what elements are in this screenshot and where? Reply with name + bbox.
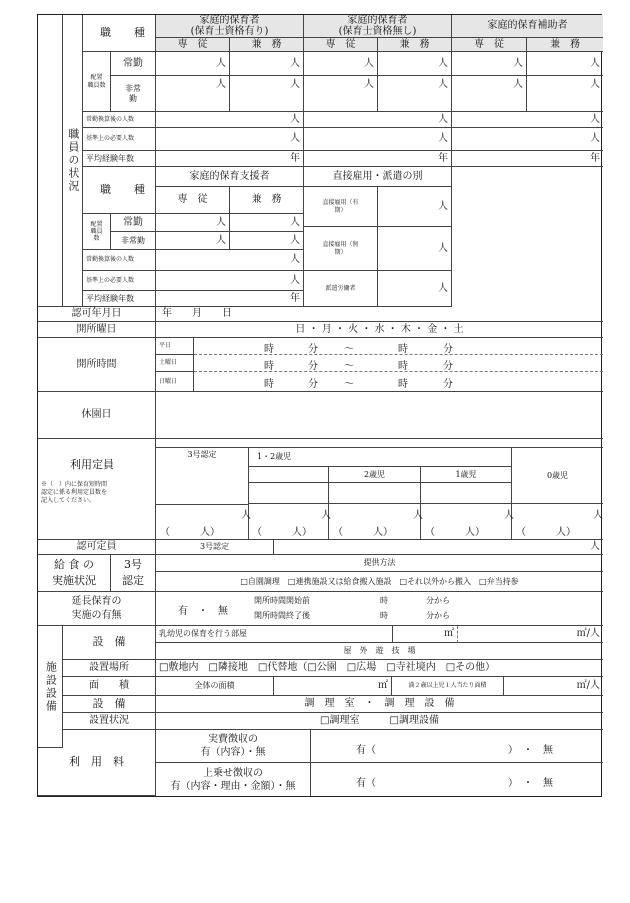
facility-report-form xyxy=(37,14,602,797)
col-header-support: 家庭的保育支援者 xyxy=(156,167,304,187)
cell-unit[interactable]: 人 xyxy=(378,76,452,112)
setsubi-label: 設 備 xyxy=(63,626,156,660)
ji-text: 時 xyxy=(264,344,274,355)
basho-options[interactable]: □敷地内 □隣接地 □代替地（□公園 □広場 □寺社境内 □その他） xyxy=(156,660,603,677)
cell-unit[interactable]: 人 xyxy=(378,271,452,307)
zentai-field[interactable]: ㎡ xyxy=(274,677,392,696)
ninka-teiin-label: 認可定員 xyxy=(38,540,156,555)
haichi-label: 配置 職員数 xyxy=(83,52,111,112)
cell-unit[interactable]: 人 xyxy=(452,128,603,151)
cell-year[interactable]: 年 xyxy=(304,151,452,167)
cell-unit[interactable]: 人 xyxy=(230,76,304,112)
jippi-field[interactable] xyxy=(311,730,603,763)
close-text: ） ・ 無 xyxy=(508,745,553,756)
cell-unit[interactable]: 人 xyxy=(156,76,230,112)
room-area-field[interactable]: ㎡ xyxy=(393,626,458,643)
cell-unit[interactable]: 人 xyxy=(378,227,452,271)
ninka-date-label: 認可年月日 xyxy=(38,307,156,322)
kenmu-support: 兼 務 xyxy=(230,187,304,214)
cell-unit[interactable]: 人 xyxy=(156,128,304,151)
kijun-label: 基準上の必要人数 xyxy=(83,128,156,151)
cell-unit[interactable]: 人 xyxy=(156,52,230,76)
cell-unit[interactable]: 人 xyxy=(304,52,378,76)
ji-text: 時 xyxy=(398,379,408,390)
kyushoku-label: 給 食 の 実施状況 xyxy=(38,555,111,592)
room-per-child-field[interactable]: ㎡/人 xyxy=(458,626,603,643)
chori-header: 調 理 室 ・ 調 理 設 備 xyxy=(156,696,603,713)
kyushoku-methods[interactable]: □自園調理 □連携施設又は給食搬入施設 □それ以外から搬入 □弁当持参 xyxy=(156,572,603,592)
jokin-label-2: 常勤 xyxy=(111,214,156,232)
unit-text: 人 xyxy=(413,510,423,521)
ji-text: 時 xyxy=(398,361,408,372)
encho-before: 開所時間開始前 xyxy=(254,596,310,605)
kijun-label-2: 基準上の必要人数 xyxy=(83,271,156,291)
teiin-blank xyxy=(249,483,329,504)
teiin-label: 利用定員 xyxy=(70,458,114,471)
kenmu-c: 兼 務 xyxy=(527,38,603,52)
kyuen-label: 休園日 xyxy=(38,392,156,439)
fun-text: 分 xyxy=(443,379,453,390)
cell-unit[interactable]: 人 xyxy=(230,214,304,232)
kara-text: ～ xyxy=(344,344,354,355)
paren-text: （ 人） xyxy=(160,527,220,538)
haken-label: 派遣労働者 xyxy=(304,271,378,307)
hijokin-label: 非常 勤 xyxy=(111,76,156,112)
senju-b: 専 従 xyxy=(304,38,378,52)
cell-unit[interactable]: 人 xyxy=(156,271,304,291)
ji-text: 時 xyxy=(264,361,274,372)
kansan-label-2: 常勤換算後の人数 xyxy=(83,250,156,271)
weekday-label: 平日 xyxy=(156,338,194,355)
cell-year[interactable]: 年 xyxy=(156,151,304,167)
teiin-sango: 3号認定 xyxy=(156,448,249,504)
cell-unit[interactable]: 人 xyxy=(527,52,603,76)
ryokin-label: 利 用 料 xyxy=(38,730,156,796)
uwanose-label: 上乗せ徴収の 有（内容・理由・金額）・無 xyxy=(156,763,311,796)
kaisho-jikan-label: 開所時間 xyxy=(38,338,156,392)
hijokin-label-2: 非常勤 xyxy=(111,232,156,250)
col-header-assistant: 家庭的保育補助者 xyxy=(452,15,603,38)
ninka-date-field[interactable]: 年 月 日 xyxy=(156,307,603,322)
encho-umu[interactable]: 有 ・ 無 xyxy=(178,606,228,617)
shokushu-header: 職 種 xyxy=(83,15,156,52)
sunday-label: 日曜日 xyxy=(156,372,194,392)
ji-text: 時 xyxy=(380,611,388,620)
jokin-label: 常勤 xyxy=(111,52,156,76)
unit-text: 人 xyxy=(504,510,514,521)
fun-text: 分 xyxy=(443,344,453,355)
kyuen-field[interactable] xyxy=(156,392,603,439)
encho-label: 延長保育の 実施の有無 xyxy=(38,592,156,626)
shisetsu-label: 施設設備 xyxy=(38,626,63,748)
fun-text: 分 xyxy=(308,361,318,372)
teiin-age12: 1・2歳児 xyxy=(249,448,512,467)
uwanose-field[interactable] xyxy=(311,763,603,796)
paren-text: （ 人） xyxy=(425,527,485,538)
ji-text: 時 xyxy=(264,379,274,390)
teiin-age2: 2歳児 xyxy=(329,467,421,483)
cell-unit[interactable]: 人 xyxy=(156,214,230,232)
cell-unit[interactable]: 人 xyxy=(230,52,304,76)
setsubi-label-2: 設 備 xyxy=(63,696,156,713)
teiin-spacer xyxy=(156,439,603,448)
kyushoku-sango-label: 3号 認定 xyxy=(111,555,156,592)
encho-after: 開所時間終了後 xyxy=(254,611,310,620)
ji-text: 時 xyxy=(398,344,408,355)
blank-area xyxy=(452,167,603,307)
col-header-unqualified: 家庭的保育者 (保育士資格無し) xyxy=(304,15,452,38)
cell-unit[interactable]: 人 xyxy=(452,112,603,128)
senju-support: 専 従 xyxy=(156,187,230,214)
col-header-qualified: 家庭的保育者 (保育士資格有り) xyxy=(156,15,304,38)
close-text: ） ・ 無 xyxy=(508,778,553,789)
unit-text: 人 xyxy=(321,510,331,521)
cell-year[interactable]: 年 xyxy=(452,151,603,167)
cell-unit[interactable]: 人 xyxy=(452,76,527,112)
zentai-label: 全体の面積 xyxy=(156,677,274,696)
heikin-label: 平均経験年数 xyxy=(83,151,156,167)
heikin-label-2: 平均経験年数 xyxy=(83,291,156,307)
senju-a: 専 従 xyxy=(156,38,230,52)
kansan-label: 常勤換算後の人数 xyxy=(83,112,156,128)
cell-unit[interactable]: 人 xyxy=(452,52,527,76)
kara-text: ～ xyxy=(344,361,354,372)
paren-text: （ 人） xyxy=(252,527,312,538)
ari-text: 有（ xyxy=(356,778,376,789)
yugi-header: 屋 外 遊 技 場 xyxy=(156,643,603,660)
kara-text: ～ xyxy=(344,379,354,390)
fun-text: 分 xyxy=(443,361,453,372)
unit-text: 人 xyxy=(241,510,251,521)
cell-unit[interactable]: 人 xyxy=(304,112,452,128)
unit-text: 人 xyxy=(593,510,603,521)
koyo-yuki-label: 直接雇用（有 期） xyxy=(304,187,378,227)
setchi-label: 設置状況 xyxy=(63,713,156,730)
cell-unit[interactable]: 人 xyxy=(156,112,304,128)
teiin-blank xyxy=(421,483,512,504)
fun-text: 分 xyxy=(308,344,318,355)
kaisho-jikan-area xyxy=(156,338,603,392)
ninka-teiin-value[interactable]: 人 xyxy=(274,540,603,555)
staff-section-label: 職員の状況 xyxy=(63,15,83,307)
cell-unit[interactable]: 人 xyxy=(527,76,603,112)
kaisho-yobi-label: 開所曜日 xyxy=(38,322,156,338)
teiin-age0: 0歳児 xyxy=(512,448,603,504)
cell-unit[interactable]: 人 xyxy=(304,128,452,151)
ninka-teiin-sango: 3号認定 xyxy=(156,540,274,555)
per-child-label: 満２歳以上児１人当たり面積 xyxy=(392,677,504,696)
cell-unit[interactable]: 人 xyxy=(230,232,304,250)
basho-label: 設置場所 xyxy=(63,660,156,677)
per-child-field[interactable]: ㎡/人 xyxy=(504,677,603,696)
haichi-label-2: 配置 職員 数 xyxy=(83,214,111,250)
kara-text: 分から xyxy=(426,596,450,605)
teiin-age1: 1歳児 xyxy=(421,467,512,483)
kaisho-yobi-field[interactable]: 日 ・ 月 ・ 火 ・ 水 ・ 木 ・ 金 ・ 土 xyxy=(156,322,603,338)
paren-text: （ 人） xyxy=(333,527,393,538)
cell-year[interactable]: 年 xyxy=(156,291,304,307)
setchi-options[interactable]: □調理室 □調理設備 xyxy=(156,713,603,730)
kenmu-b: 兼 務 xyxy=(378,38,452,52)
fun-text: 分 xyxy=(308,379,318,390)
cell-unit[interactable]: 人 xyxy=(156,250,304,271)
cell-unit[interactable]: 人 xyxy=(156,232,230,250)
senju-c: 専 従 xyxy=(452,38,527,52)
teiin-blank xyxy=(329,483,421,504)
kyushoku-method-header: 提供方法 xyxy=(156,555,603,572)
teiin-blank xyxy=(249,467,329,483)
jippi-label: 実費徴収の 有（内容）・無 xyxy=(156,730,311,763)
teiin-note: ※（ ）内に保育短時間 認定に係る利用定員数を 記入してください。 xyxy=(41,481,108,505)
col-header-employment: 直接雇用・派遣の別 xyxy=(304,167,452,187)
ji-text: 時 xyxy=(380,596,388,605)
shokushu-header-2: 職 種 xyxy=(83,167,156,214)
koyo-muki-label: 直接雇用（無 期） xyxy=(304,227,378,271)
cell-unit[interactable]: 人 xyxy=(304,76,378,112)
menseki-label: 面 積 xyxy=(63,677,156,696)
nyuyoji-room-label: 乳幼児の保育を行う部屋 xyxy=(156,626,393,643)
ari-text: 有（ xyxy=(356,745,376,756)
kara-text: 分から xyxy=(426,611,450,620)
cell-unit[interactable]: 人 xyxy=(378,187,452,227)
cell-unit[interactable]: 人 xyxy=(378,52,452,76)
saturday-label: 土曜日 xyxy=(156,355,194,372)
paren-text: （ 人） xyxy=(516,527,576,538)
staff-outer-blank xyxy=(38,15,63,307)
kenmu-a: 兼 務 xyxy=(230,38,304,52)
